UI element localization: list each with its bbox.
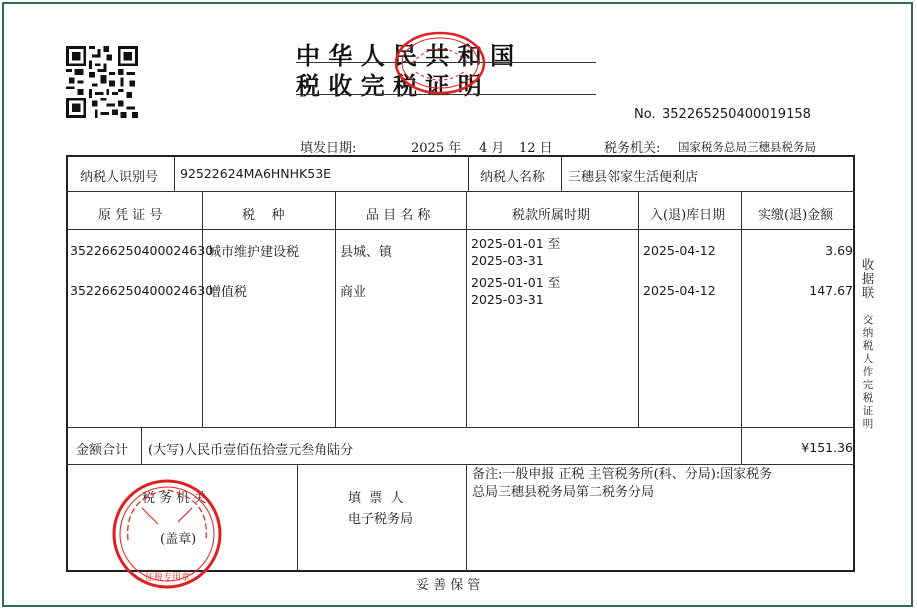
- row-2-date: 2025-04-12: [643, 283, 716, 298]
- remark-line-1: 备注:一般申报 正税 主管税务所(科、分局):国家税务: [472, 467, 773, 482]
- taxpayer-id-value: 92522624MA6HNHK53E: [180, 166, 332, 181]
- total-label: 金额合计: [76, 443, 129, 458]
- row-1-date: 2025-04-12: [643, 243, 716, 258]
- taxpayer-id-label: 纳税人识别号: [80, 170, 159, 185]
- row-2-item: 商业: [340, 285, 367, 300]
- col-line-b: [468, 155, 469, 191]
- header-item: 品 目 名 称: [366, 208, 431, 223]
- stamp-sub-text: 征税专用章: [145, 573, 191, 583]
- fill-month: 4 月: [479, 141, 505, 156]
- row-2-tax-type: 增值税: [208, 285, 248, 300]
- row-2-period-to: 2025-03-31: [471, 292, 544, 307]
- taxpayer-name-value: 三穗县邻家生活便利店: [568, 170, 699, 185]
- header-period: 税款所属时期: [512, 208, 591, 223]
- row-1-item: 县城、镇: [340, 245, 393, 260]
- row-line-1: [66, 191, 855, 192]
- issuer-value: 电子税务局: [348, 512, 414, 527]
- col-line-5: [741, 191, 742, 464]
- title-line-2: 税 收 完 税 证 明: [296, 71, 482, 100]
- total-amount: ¥151.36: [801, 440, 853, 455]
- taxpayer-name-label: 纳税人名称: [480, 170, 546, 185]
- footer-text: 妥 善 保 管: [416, 578, 481, 593]
- authority-value: 国家税务总局三穗县税务局: [678, 140, 816, 154]
- serial-label: No.: [634, 107, 656, 122]
- row-1-amount: 3.69: [825, 243, 853, 258]
- issuer-label: 填 票 人: [348, 491, 404, 506]
- side-label-receipt: 收据联: [861, 257, 875, 300]
- header-date: 入(退)库日期: [650, 208, 726, 223]
- fill-date-label: 填发日期:: [300, 141, 357, 156]
- fill-day: 12 日: [519, 141, 553, 156]
- row-1-tax-type: 城市维护建设税: [208, 245, 300, 260]
- row-line-3: [66, 427, 855, 428]
- row-1-period-to: 2025-03-31: [471, 253, 544, 268]
- title-seal: [392, 30, 488, 96]
- col-line-a: [174, 155, 175, 191]
- col-line-bottom-1: [297, 464, 298, 572]
- row-1-period-from: 2025-01-01 至: [471, 236, 561, 251]
- total-words: (大写)人民币壹佰伍拾壹元叁角陆分: [148, 443, 354, 458]
- header-tax-type: 税 种: [242, 208, 285, 223]
- row-2-amount: 147.67: [809, 283, 853, 298]
- seal-note: (盖章): [160, 532, 197, 547]
- qr-code: [66, 46, 138, 118]
- fill-year: 2025 年: [411, 141, 462, 156]
- row-line-2: [66, 229, 855, 230]
- side-label-note: 交纳税人作完税证明: [862, 314, 874, 430]
- serial-number: 352265250400019158: [662, 107, 811, 122]
- remark-line-2: 总局三穗县税务局第二税务分局: [472, 485, 655, 500]
- row-2-period-from: 2025-01-01 至: [471, 275, 561, 290]
- title-line-1: 中 华 人 民 共 和 国: [296, 41, 515, 70]
- col-line-4: [638, 191, 639, 427]
- col-line-bottom-2: [466, 464, 467, 572]
- col-line-c: [561, 155, 562, 191]
- col-line-3: [466, 191, 467, 427]
- header-voucher: 原 凭 证 号: [98, 208, 163, 223]
- row-2-voucher: 352266250400024630: [70, 283, 214, 298]
- col-line-2: [335, 191, 336, 427]
- authority-sign: 税 务 机 关: [142, 491, 207, 506]
- header-amount: 实缴(退)金额: [758, 208, 834, 223]
- authority-label: 税务机关:: [604, 141, 661, 156]
- col-line-total: [141, 427, 142, 464]
- col-line-1: [202, 191, 203, 427]
- row-1-voucher: 352266250400024630: [70, 243, 214, 258]
